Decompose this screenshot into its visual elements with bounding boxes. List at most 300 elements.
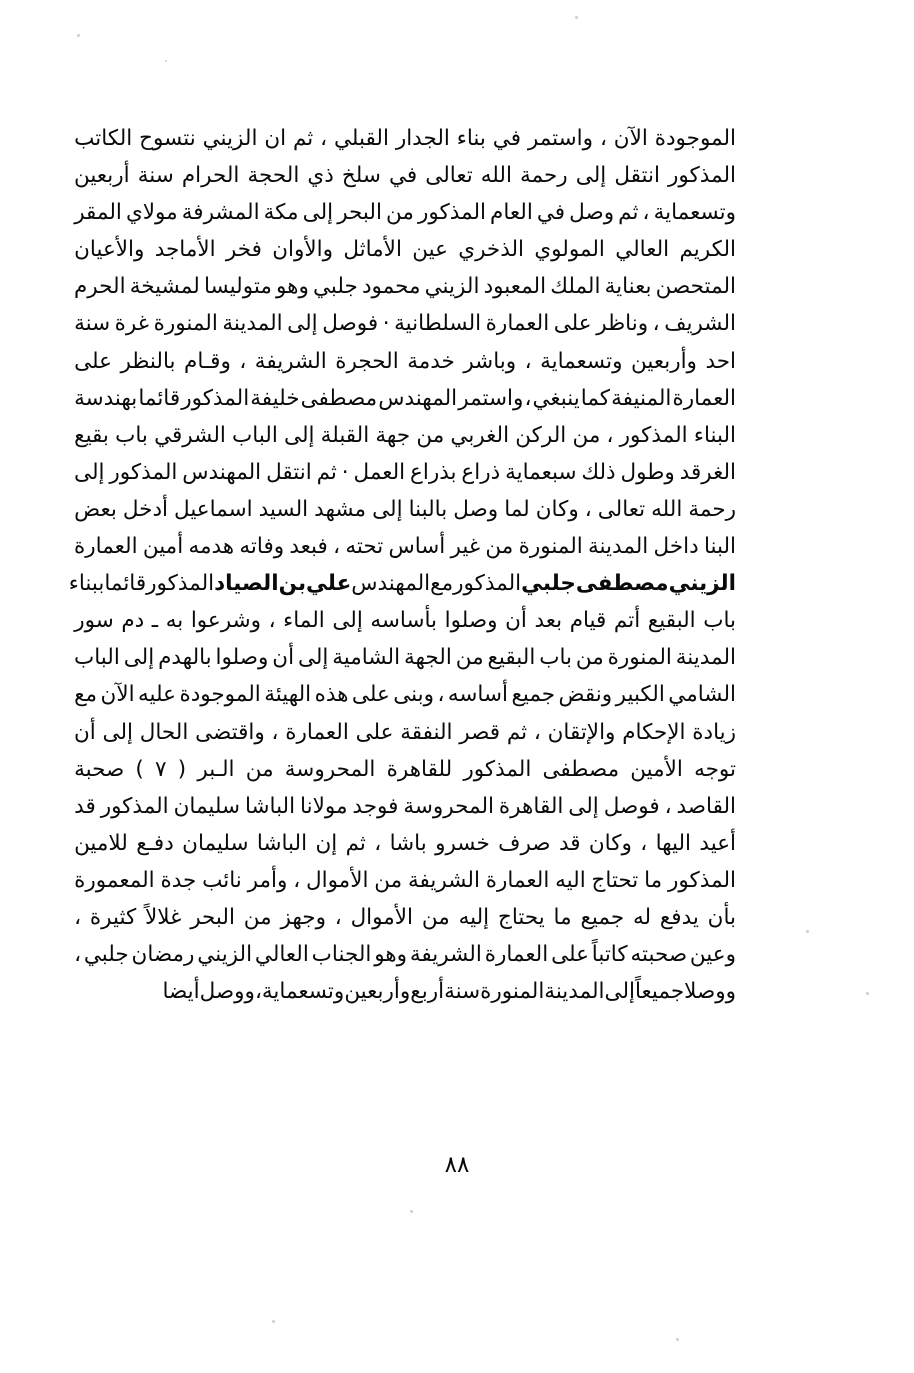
scan-speck (806, 930, 809, 933)
word: إلى (123, 645, 155, 671)
word: سنة (74, 311, 111, 337)
word: ، (293, 867, 301, 893)
word: المذكور (146, 571, 215, 597)
word: واقتضى (195, 719, 265, 745)
word: ، (268, 608, 276, 634)
word: أن (74, 719, 96, 745)
word: رمضان (131, 942, 195, 968)
word: فوصل (603, 793, 660, 819)
word: القبلة (320, 422, 370, 448)
word: وناظر (596, 311, 649, 337)
word: إلى (302, 200, 334, 226)
word: الباب (232, 422, 278, 448)
word: وتسعماية (540, 348, 623, 374)
word: نتسوح (139, 126, 196, 151)
word: العمل (353, 459, 406, 485)
word: ، (334, 904, 342, 930)
word: المنورة (518, 534, 583, 560)
word: ، (584, 496, 592, 522)
word: مع (74, 682, 98, 708)
word: الملك (550, 274, 601, 300)
word: دم (121, 608, 145, 634)
word: المنورة (153, 311, 218, 337)
word: ثم (316, 459, 337, 485)
word: من (575, 645, 604, 671)
word: ووصل (199, 979, 255, 1005)
word: الماء (283, 608, 325, 634)
word: ، (664, 793, 672, 819)
word: سلخ (341, 163, 381, 189)
word: وطول (620, 459, 675, 485)
word: زيادة (692, 719, 736, 745)
word: والأعيان (74, 237, 145, 263)
word: من (485, 534, 514, 560)
word: ثم (506, 719, 528, 745)
text-line (74, 343, 736, 380)
word: بالنظر (120, 348, 176, 374)
word: المذكور (668, 867, 736, 893)
word: وفاته (239, 534, 285, 560)
word: الإحكام (622, 719, 686, 745)
word: باب (703, 608, 736, 634)
word: إلى (287, 311, 318, 337)
word: له (632, 904, 652, 930)
word: وباشر (463, 348, 517, 374)
text-line (74, 899, 736, 936)
text-line (74, 454, 736, 491)
text-line (74, 491, 736, 528)
word: ، (271, 719, 279, 745)
word: سنة (444, 979, 481, 1005)
word: والأوان (272, 237, 334, 263)
word: الشريفة (254, 348, 327, 374)
word: العمارة (484, 942, 549, 968)
word: المذكور (668, 163, 736, 189)
word: أتم (613, 608, 641, 634)
word: خسرو (435, 830, 490, 856)
word: الزيني (424, 274, 480, 300)
word: في (492, 126, 521, 151)
word: ، (640, 830, 648, 856)
word: ذراع (461, 459, 501, 485)
scan-speck (410, 1210, 413, 1213)
word: من (245, 756, 274, 782)
word: ، (333, 534, 341, 560)
word: من (416, 422, 445, 448)
scan-speck (272, 1320, 275, 1323)
word: وقـام (184, 348, 231, 374)
word: الصياد (214, 571, 279, 597)
scan-speck (165, 60, 167, 62)
word: داخل (653, 534, 699, 560)
word: جميع (580, 904, 625, 930)
word: المعبود (483, 274, 547, 300)
word: إلى (102, 719, 133, 745)
word: بأساسه (370, 608, 438, 634)
word: واستمر (458, 385, 524, 411)
text-line (74, 157, 736, 194)
word: سليمان (173, 793, 240, 819)
word: أربع (410, 979, 445, 1005)
word: إلى (568, 793, 599, 819)
page-number: ٨٨ (444, 1152, 470, 1178)
word: المذكور (109, 459, 178, 485)
scan-speck (866, 992, 869, 995)
word: العام (490, 200, 533, 226)
word: الأماجد (154, 237, 216, 263)
scan-speck (575, 16, 578, 19)
word: تحته (345, 534, 384, 560)
word: الجهة (403, 645, 452, 671)
word: مولاي (125, 200, 178, 226)
word: الكريم (679, 237, 736, 263)
word: خليفة (250, 385, 300, 411)
word: الباشا (256, 830, 308, 856)
word: اسماعيل (174, 496, 253, 522)
word: القاصد (676, 793, 736, 819)
body-text-block (68, 120, 736, 1010)
word: عين (412, 237, 448, 263)
word: نائب (202, 867, 242, 893)
word: رحمة (688, 496, 736, 522)
text-line (74, 936, 736, 973)
word: ثم (618, 200, 639, 226)
word: دفـع (136, 830, 174, 856)
word: ـ (151, 608, 159, 634)
word: المنورة (480, 979, 545, 1005)
word: مكة (263, 200, 299, 226)
word: وهو (374, 942, 408, 968)
word: المذكور (181, 385, 250, 411)
word: وجهز (280, 904, 326, 930)
word: وأربعين (344, 979, 411, 1005)
word: الذخري (458, 237, 525, 263)
word: متوليسا (203, 274, 272, 300)
scan-speck (676, 1338, 679, 1341)
word: الزيني (202, 126, 258, 151)
word: الآن (100, 682, 135, 708)
word: صحبة (74, 756, 125, 782)
word: سنة (137, 163, 174, 189)
word: المحروسة (403, 793, 494, 819)
word: رحمة (520, 163, 568, 189)
word: الأمين (630, 756, 683, 782)
text-line (74, 231, 736, 268)
word: ، (437, 682, 445, 708)
word: اليها (655, 830, 692, 856)
word: الباب (74, 645, 120, 671)
word: إلى (74, 459, 105, 485)
word: قد (74, 793, 96, 819)
word: القاهرة (498, 793, 564, 819)
word: الموجودة (179, 682, 261, 708)
word: جميع (511, 682, 556, 708)
word: بأن (707, 904, 736, 930)
word: كما (580, 385, 610, 411)
word: ٧ (155, 756, 167, 782)
word: لمشيخة (129, 274, 200, 300)
word: بن (278, 571, 307, 597)
word: وصل (453, 496, 499, 522)
word: وصلوا (215, 645, 269, 671)
word: الحجرة (335, 348, 399, 374)
word: الشريفة (407, 867, 480, 893)
text-line (74, 788, 736, 825)
text-line (74, 602, 736, 639)
word: ، (599, 126, 607, 151)
word: العمارة (74, 534, 138, 560)
word: أعيد (699, 830, 736, 856)
word: بعض (74, 496, 117, 522)
word: جهة (375, 422, 411, 448)
word: الله (480, 163, 512, 189)
word: انتقل (614, 163, 660, 189)
word: ما (644, 867, 663, 893)
text-line (74, 751, 736, 788)
word: المدينة (675, 645, 736, 671)
word: تعالى (597, 496, 646, 522)
word: العالي (615, 237, 670, 263)
word: ، (606, 422, 614, 448)
word: باب (115, 422, 148, 448)
word: العمارة (485, 867, 550, 893)
word: جلبي (521, 571, 576, 597)
word: · (382, 311, 390, 337)
word: ، (254, 979, 262, 1005)
text-line (74, 862, 736, 899)
word: جلبي (312, 274, 358, 300)
word: مشهد (314, 496, 367, 522)
word: في (389, 163, 418, 189)
word: ، (74, 942, 82, 968)
word: توجه (694, 756, 736, 782)
word: الشريف (664, 311, 736, 337)
text-line (74, 714, 736, 751)
word: إن (315, 830, 338, 856)
word: للامين (74, 830, 128, 856)
word: بالبنا (408, 496, 448, 522)
word: ، (642, 200, 650, 226)
word: النفقة (400, 719, 453, 745)
word: غلالاً (145, 904, 182, 930)
word: أربعين (74, 163, 130, 189)
word: العمارة (485, 311, 550, 337)
word: فخر (225, 237, 262, 263)
word: به (165, 608, 184, 634)
word: الكبير (615, 682, 665, 708)
word: وصل (569, 200, 615, 226)
word: احد (705, 348, 736, 374)
word: المذكور (100, 793, 169, 819)
word: الغرقد (679, 459, 736, 485)
word: الحال (139, 719, 189, 745)
word: · (341, 459, 349, 485)
word: إلى (332, 608, 363, 634)
word: المتحصن (655, 274, 736, 300)
word: بهندسة (74, 385, 138, 411)
word: ووصلا (684, 979, 736, 1005)
text-line (74, 305, 736, 342)
word: وعين (689, 942, 736, 968)
word: المهندس (182, 459, 262, 485)
word: بالهدم (158, 645, 212, 671)
word: الزيني (668, 571, 736, 597)
word: ، (533, 719, 541, 745)
word: أمين (142, 534, 184, 560)
word: مصطفى (542, 756, 620, 782)
word: مصطفى (300, 385, 378, 411)
word: من (386, 200, 414, 226)
word: السلطانية (394, 311, 482, 337)
word: جلبي (83, 942, 129, 968)
word: جدة (160, 867, 197, 893)
word: ثم (292, 126, 314, 151)
word: فوجد (352, 793, 399, 819)
word: الزيني (197, 942, 253, 968)
word: ، (374, 830, 382, 856)
word: الحجة (247, 163, 300, 189)
word: الشامية (332, 645, 401, 671)
word: المذكور (463, 756, 532, 782)
text-line (74, 676, 736, 713)
word: ما (553, 904, 572, 930)
word: وبنى (393, 682, 435, 708)
word: الباشا (244, 793, 296, 819)
word: الجدار (395, 126, 450, 151)
word: أدخل (122, 496, 168, 522)
word: إلى (297, 645, 329, 671)
word: الموجودة (654, 126, 736, 151)
word: غرة (114, 311, 150, 337)
word: ( (177, 756, 187, 782)
word: انتقل (266, 459, 312, 485)
text-line (74, 417, 736, 454)
word: باشا (389, 830, 427, 856)
word: على (355, 719, 394, 745)
word: ، (524, 348, 532, 374)
word: الحرم (74, 274, 126, 300)
word: والإتقان (547, 719, 616, 745)
word: قد (558, 830, 581, 856)
word: المولوي (534, 237, 605, 263)
word: إلى (372, 496, 403, 522)
word: البقيع (647, 608, 696, 634)
word: فبعد (289, 534, 328, 560)
word: الغربي (450, 422, 510, 448)
word: قائما (104, 571, 147, 597)
word: على (551, 942, 589, 968)
word: المحروسة (284, 756, 376, 782)
word: أيضا (162, 979, 200, 1005)
word: العمارة (672, 385, 736, 411)
word: بذراع (410, 459, 457, 485)
word: الأموال (305, 867, 369, 893)
word: بقيع (74, 422, 109, 448)
word: الآن (613, 126, 648, 151)
word: الركن (515, 422, 567, 448)
word: ينبغي (532, 385, 580, 411)
word: المقر (74, 200, 122, 226)
word: البحر (337, 200, 382, 226)
word: المذكور (453, 571, 522, 597)
word: قصر (459, 719, 501, 745)
word: وتسعماية (653, 200, 736, 226)
word: من (374, 867, 403, 893)
word: كاتباً (591, 942, 628, 968)
word: أن (272, 645, 295, 671)
word: عليه (138, 682, 176, 708)
word: يحتاج (497, 904, 545, 930)
word: الحرام (181, 163, 240, 189)
word: الكاتب (74, 126, 133, 151)
word: صرف (498, 830, 551, 856)
word: المهندس (378, 385, 458, 411)
word: واستمر (527, 126, 594, 151)
word: وكان (535, 496, 579, 522)
word: البحر (190, 904, 235, 930)
text-line (74, 380, 736, 417)
word: ، (524, 385, 532, 411)
word: إلى (604, 979, 635, 1005)
text-line (74, 825, 736, 862)
word: مولانا (300, 793, 348, 819)
word: من (572, 422, 601, 448)
word: وتسعماية (261, 979, 345, 1005)
word: علي (306, 571, 352, 597)
word: الهيئة (264, 682, 312, 708)
word: سور (74, 608, 114, 634)
word: المنيفة (611, 385, 672, 411)
word: قيام (569, 608, 607, 634)
word: على (553, 311, 592, 337)
word: أساس (388, 534, 446, 560)
word: المعمورة (74, 867, 155, 893)
word: المنورة (607, 645, 672, 671)
scan-speck (77, 34, 80, 37)
word: الجناب (311, 942, 372, 968)
word: المدينة (544, 979, 605, 1005)
word: مع (430, 571, 454, 597)
word: إلى (284, 422, 315, 448)
word: جميعاً (635, 979, 685, 1005)
word: هذه (314, 682, 349, 708)
text-line (74, 120, 736, 157)
word: ببناء (68, 571, 105, 597)
word: في (536, 200, 566, 226)
word: سليمان (182, 830, 249, 856)
word: المذكور (418, 200, 486, 226)
word: البناء (693, 422, 736, 448)
word: مصطفى (575, 571, 669, 597)
text-line (74, 268, 736, 305)
word: من (243, 904, 272, 930)
word: غير (450, 534, 481, 560)
text-line (74, 194, 736, 231)
word: إليه (458, 904, 490, 930)
word: من (455, 645, 484, 671)
word: محمود (361, 274, 421, 300)
word: أساسه (447, 682, 508, 708)
word: ، (74, 904, 82, 930)
word: وشرعوا (190, 608, 261, 634)
word: تعالى (425, 163, 473, 189)
word: خدمة (407, 348, 455, 374)
word: ذي (307, 163, 334, 189)
word: صحبته (630, 942, 688, 968)
word: على (351, 682, 390, 708)
word: سبعماية (505, 459, 577, 485)
word: الله (651, 496, 683, 522)
